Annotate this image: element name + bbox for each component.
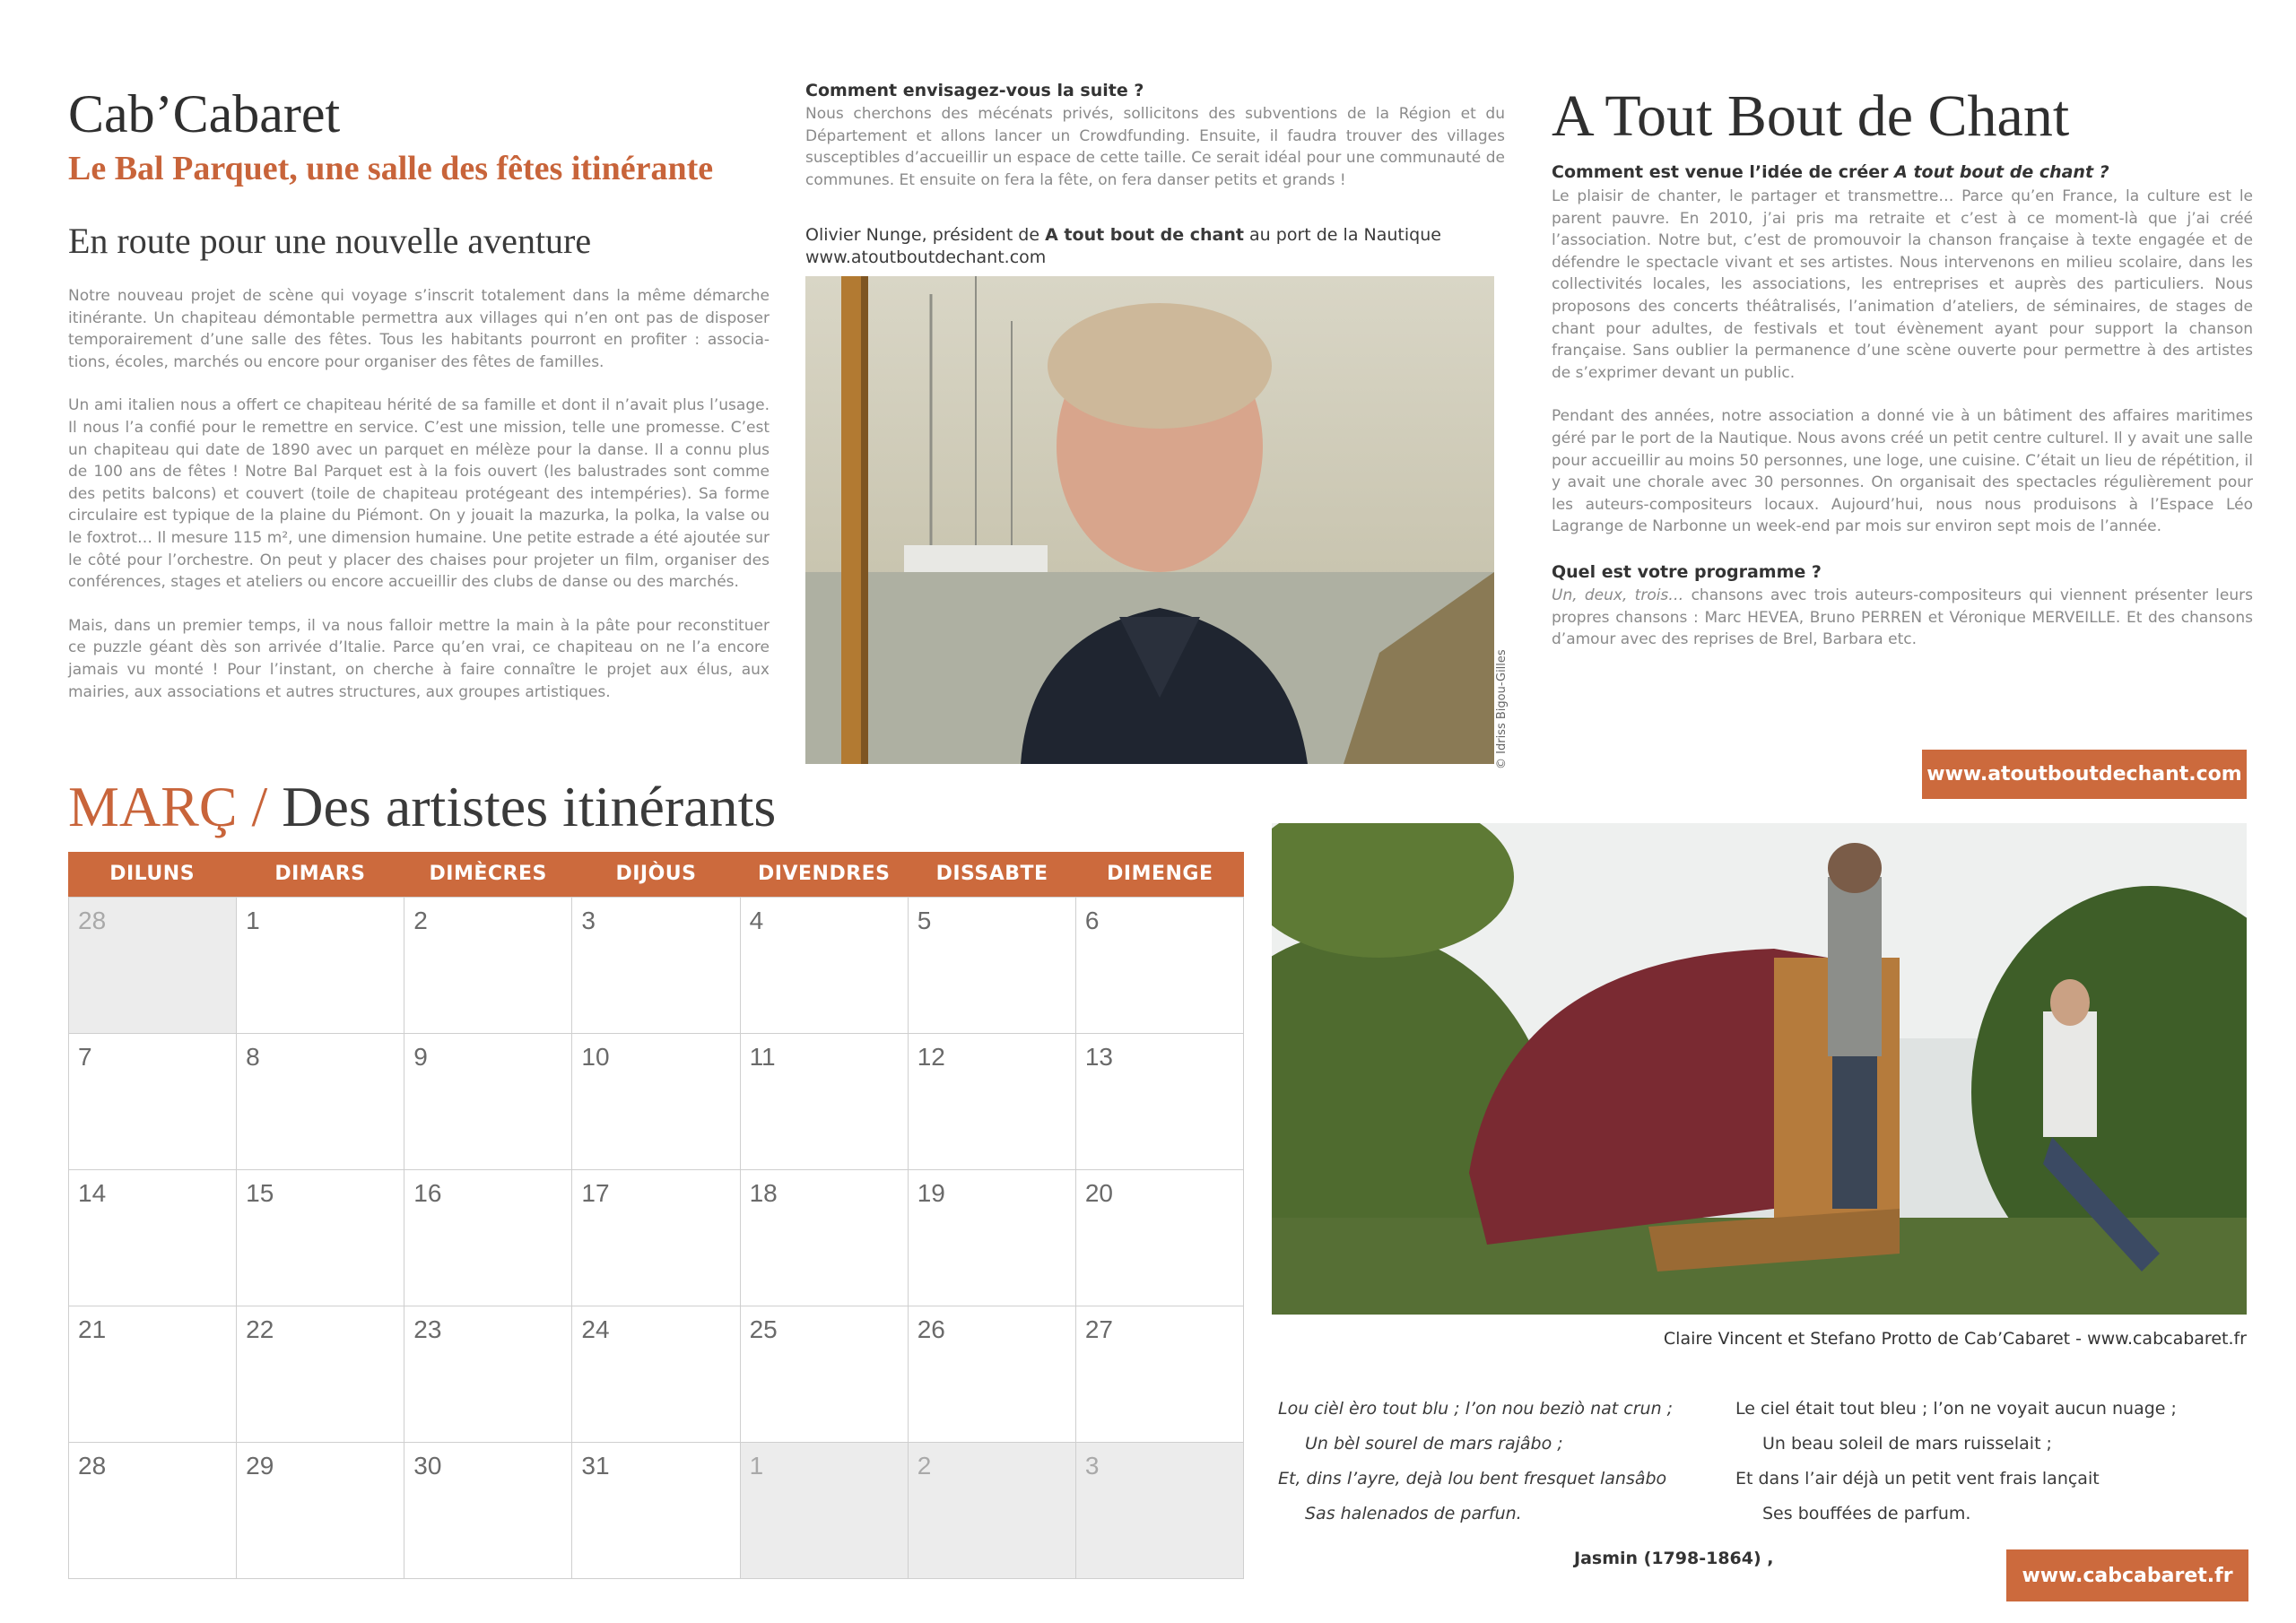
poem-occitan	[1278, 1392, 1673, 1532]
calendar-day-cell: 17	[572, 1170, 740, 1306]
calendar-day-cell: 21	[69, 1306, 237, 1443]
right-question-2: Quel est votre programme ?	[1552, 562, 1822, 582]
calendar-day-cell: 4	[741, 898, 909, 1034]
calendar-day-cell: 20	[1076, 1170, 1244, 1306]
calendar-day-cell: 18	[741, 1170, 909, 1306]
calendar-day-cell: 14	[69, 1170, 237, 1306]
weekday-friday: DIVENDRES	[758, 863, 891, 885]
portrait-photo-olivier	[805, 276, 1494, 764]
calendar-day-cell: 11	[741, 1034, 909, 1170]
calendar-grid	[68, 897, 1244, 1579]
calendar-day-cell: 26	[909, 1306, 1076, 1443]
atout-title: A Tout Bout de Chant	[1552, 83, 2070, 149]
section-heading: En route pour une nouvelle aventure	[68, 221, 592, 261]
calendar-day-cell: 15	[237, 1170, 404, 1306]
calendar-day-cell: 27	[1076, 1306, 1244, 1443]
right-paragraph-3	[1552, 585, 2253, 651]
calendar-title	[68, 773, 776, 841]
cabcabaret-subtitle: Le Bal Parquet, une salle des fêtes itinérante	[68, 150, 714, 187]
calendar-day-cell: 12	[909, 1034, 1076, 1170]
poem-fr-line-4: Ses bouffées de parfum.	[1762, 1504, 1971, 1523]
weekday-saturday: DISSABTE	[935, 863, 1048, 885]
calendar-day-cell: 24	[572, 1306, 740, 1443]
left-article	[68, 285, 770, 725]
photo-credit: © Idriss Bigou-Gilles	[1495, 649, 1509, 769]
right-question-1	[1552, 162, 2109, 182]
weekday-wednesday: DIMÈCRES	[429, 863, 547, 885]
caption-suffix: au port de la Nautique	[1244, 225, 1441, 245]
cabcabaret-link-button[interactable]: www.cabcabaret.fr	[2006, 1549, 2248, 1601]
caption-prefix: Olivier Nunge, président de	[805, 225, 1046, 245]
calendar	[68, 852, 1244, 1579]
cabcabaret-title: Cab’Cabaret	[68, 84, 341, 143]
right-paragraph-3-italic: Un, deux, trois…	[1552, 586, 1684, 604]
calendar-day-cell: 10	[572, 1034, 740, 1170]
right-question-1-italic: A tout bout de chant ?	[1894, 162, 2109, 182]
calendar-day-cell: 2	[404, 898, 572, 1034]
weekday-sunday: DIMENGE	[1107, 863, 1213, 885]
calendar-day-cell: 9	[404, 1034, 572, 1170]
right-paragraph-1: Le plaisir de chanter, le partager et transmettre… Parce qu’en France, la culture est le parent pauvre. En 2010, j’ai pris ma retraite et c’est à ce moment-là que j’ai créé l’association. Notre but, c’est de promouvoir la chanson française à texte engagée et de défendre le spectacle vivant et ses artistes. Nous intervenons en milieu scolaire, dans les collectivités locales, les associations, les entreprises et auprès des particuliers. Nous proposons des concerts théâtralisés, l’animation d’ateliers, de séminaires, de stages de chant pour adultes, de festivals et tout évènement ayant pour support la chanson française. Sans oublier la permanence d’une scène ouverte pour permettre à des artistes de s’exprimer devant un public.	[1552, 187, 2253, 382]
caption-url: www.atoutboutdechant.com	[805, 247, 1047, 267]
weekday-thursday: DIJÒUS	[615, 863, 697, 885]
poem-french	[1735, 1392, 2177, 1532]
poem-fr-line-1: Le ciel était tout bleu ; l’on ne voyait aucun nuage ;	[1735, 1399, 2177, 1419]
poem-fr-line-3: Et dans l’air déjà un petit vent frais lançait	[1735, 1469, 2100, 1488]
calendar-weekday-header	[68, 852, 1244, 897]
poem-oc-line-2: Un bèl sourel de mars rajâbo ;	[1305, 1434, 1563, 1454]
left-paragraph-1: Notre nouveau projet de scène qui voyage s’inscrit totalement dans la même démarche itinérante. Un chapiteau démontable permettra aux villages qui n’en ont pas de disposer temporairement d’une salle des fêtes. Tous les habitants pourront en profiter : associa-tions, écoles, marchés ou encore pour organiser des fêtes de familles.	[68, 287, 770, 371]
calendar-heading: Des artistes itinérants	[282, 775, 777, 838]
poem-author: Jasmin (1798-1864) ,	[1574, 1549, 1774, 1568]
poem-fr-line-2: Un beau soleil de mars ruisselait ;	[1762, 1434, 2052, 1454]
left-paragraph-2: Un ami italien nous a offert ce chapiteau hérité de sa famille et dont il n’avait plus l’usage. Il nous l’a confié pour le remettre en service. C’est une mission, telle une promesse. C’est un chapiteau qui date de 1890 avec un parquet en mélèze pour la danse. Il a connu plus de 100 ans de fêtes ! Notre Bal Parquet est à la fois ouvert (les balustrades sont comme des petits balcons) et couvert (toile de chapiteau protégeant des intempéries). Sa forme circulaire est typique de la plaine du Piémont. On y jouait la mazurka, la polka, la valse ou le foxtrot… Il mesure 115 m², une dimension humaine. Une petite estrade a été ajoutée sur le côté pour l’orchestre. On peut y placer des chaises pour projeter un film, organiser des conférences, stages et ateliers ou encore accueillir des clubs de danse ou des marchés.	[68, 396, 770, 592]
calendar-day-cell: 23	[404, 1306, 572, 1443]
calendar-day-cell: 25	[741, 1306, 909, 1443]
poem-oc-line-3: Et, dins l’ayre, dejà lou bent fresquet lansâbo	[1278, 1469, 1667, 1488]
calendar-day-cell: 16	[404, 1170, 572, 1306]
calendar-day-cell: 7	[69, 1034, 237, 1170]
calendar-day-cell: 19	[909, 1170, 1076, 1306]
right-paragraph-2: Pendant des années, notre association a donné vie à un bâtiment des affaires maritimes géré par le port de la Nautique. Nous avons créé un petit centre culturel. Il y avait une salle pour accueillir au moins 50 personnes, une loge, une cuisine. C’était un lieu de répétition, il y avait une chorale avec 30 personnes. On organisait des spectacles régulièrement pour les auteurs-compositeurs locaux. Aujourd’hui, nous nous produisons à l’Espace Léo Lagrange de Narbonne un week-end par mois sur environ sept mois de l’année.	[1552, 407, 2253, 536]
middle-question: Comment envisagez-vous la suite ?	[805, 81, 1144, 100]
weekday-monday: DILUNS	[109, 863, 196, 885]
calendar-day-cell: 5	[909, 898, 1076, 1034]
poem-oc-line-4: Sas halenados de parfun.	[1305, 1504, 1522, 1523]
atoutboutdechant-link-button[interactable]: www.atoutboutdechant.com	[1922, 750, 2247, 799]
left-paragraph-3: Mais, dans un premier temps, il va nous falloir mettre la main à la pâte pour reconstituer ce puzzle géant dès son arrivée d’Italie. Parce qu’en vrai, ce chapiteau on ne l’a encore jamais vu monté ! Pour l’instant, on cherche à faire connaître le projet aux élus, aux mairies, aux associations et autres structures, aux groupes artistiques.	[68, 616, 770, 701]
right-article	[1552, 186, 2253, 560]
calendar-day-cell: 1	[741, 1443, 909, 1579]
calendar-day-cell: 2	[909, 1443, 1076, 1579]
caravan-photo	[1272, 823, 2247, 1315]
calendar-day-cell: 28	[69, 898, 237, 1034]
caption-bold: A tout bout de chant	[1045, 225, 1244, 245]
calendar-day-cell: 22	[237, 1306, 404, 1443]
calendar-day-cell: 30	[404, 1443, 572, 1579]
calendar-day-cell: 28	[69, 1443, 237, 1579]
right-paragraph-3-text: chansons avec trois auteurs-compositeurs qui viennent présenter leurs propres chansons : Marc HEVEA, Bruno PERREN et Véronique MERVEILLE. Et des chansons d’amour avec des reprises de Brel, Barbara etc.	[1552, 586, 2253, 649]
caravan-photo-caption: Claire Vincent et Stefano Protto de Cab’Cabaret - www.cabcabaret.fr	[1663, 1329, 2247, 1349]
photo-caption-olivier	[805, 224, 1441, 269]
right-question-1-text: Comment est venue l’idée de créer	[1552, 162, 1895, 182]
middle-answer: Nous cherchons des mécénats privés, sollicitons des subventions de la Région et du Département et allons lancer un Crowdfunding. Ensuite, il faudra trouver des villages susceptibles d’accueillir un espace de cette taille. Ce serait idéal pour une communauté de communes. Et ensuite on fera la fête, on fera danser petits et grands !	[805, 105, 1505, 189]
poem-oc-line-1: Lou cièl èro tout blu ; l’on nou beziò nat crun ;	[1278, 1399, 1674, 1419]
calendar-day-cell: 3	[572, 898, 740, 1034]
calendar-day-cell: 8	[237, 1034, 404, 1170]
calendar-day-cell: 3	[1076, 1443, 1244, 1579]
calendar-day-cell: 31	[572, 1443, 740, 1579]
calendar-day-cell: 6	[1076, 898, 1244, 1034]
calendar-day-cell: 1	[237, 898, 404, 1034]
calendar-day-cell: 29	[237, 1443, 404, 1579]
calendar-month: MARÇ /	[68, 775, 268, 838]
calendar-day-cell: 13	[1076, 1034, 1244, 1170]
weekday-tuesday: DIMARS	[274, 863, 366, 885]
